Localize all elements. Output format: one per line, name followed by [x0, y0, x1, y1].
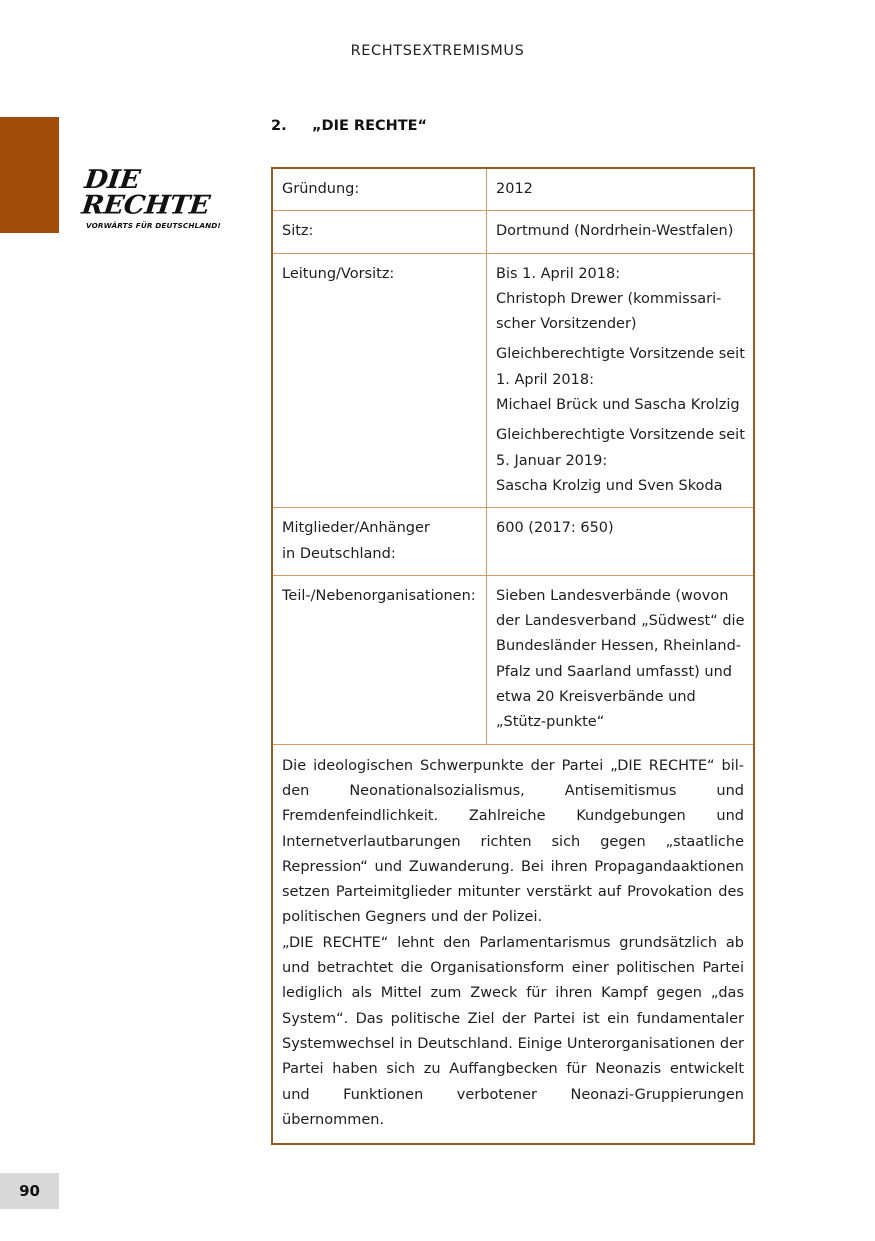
logo-tagline: VORWÄRTS FÜR DEUTSCHLAND! [86, 221, 221, 230]
table-row-description [272, 744, 754, 1144]
value-text: Sieben Landesverbände (wovon der Landesverband „Südwest“ die Bundesländer Hessen, Rheinland-Pfalz und Saarland umfasst) und etwa 20 Kreisverbände und „Stütz-punkte“ [496, 587, 745, 731]
chapter-color-tab [0, 117, 59, 233]
row-label [272, 508, 487, 576]
page-number: 90 [0, 1173, 59, 1209]
row-label: Gründung: [272, 168, 487, 211]
row-value [487, 508, 755, 576]
party-logo [80, 165, 251, 230]
label-line: Mitglieder/Anhänger [282, 520, 430, 537]
description-cell [272, 744, 754, 1144]
row-value [487, 575, 755, 744]
description-paragraph: „DIE RECHTE“ lehnt den Parlamentarismus grundsätzlich ab und betrachtet die Organisationsform einer politischen Partei lediglich als Mittel zum Zweck für ihren Kampf gegen „das System“. Das politische Ziel der Partei ist ein fundamentaler Systemwechsel in Deutschland. Einige Unterorganisationen der Partei haben sich zu Auffangbecken für Neonazis entwickelt und Funktionen verbotener Neonazi-Gruppierungen übernommen. [282, 934, 744, 1128]
row-value [487, 211, 755, 253]
row-label: Sitz: [272, 211, 487, 253]
value-line: Christoph Drewer (kommissari- [496, 290, 722, 307]
label-line: in Deutschland: [282, 545, 396, 562]
table-row-members [272, 508, 754, 576]
value-line: Gleichberechtigte Vorsitzende seit [496, 346, 745, 363]
table-row-founding [272, 168, 754, 211]
table-row-suborganizations [272, 575, 754, 744]
row-label: Leitung/Vorsitz: [272, 253, 487, 508]
section-number: 2. [271, 118, 287, 134]
value-line: Michael Brück und Sascha Krolzig [496, 397, 740, 414]
row-value [487, 168, 755, 211]
table-row-leadership [272, 253, 754, 508]
leadership-paragraph [496, 423, 745, 499]
description-paragraph: Die ideologischen Schwerpunkte der Partei „DIE RECHTE“ bilden Neonationalsozialismus, Antisemitismus und Fremdenfeindlichkeit. Zahlreiche Kundgebungen und Internetverlautbarungen richten sich gegen „staatliche Repression“ und Zuwanderung. Bei ihren Propagandaaktionen setzen Parteimitglieder mitunter verstärkt auf Provokation des politischen Gegners und der Polizei. [282, 757, 744, 926]
leadership-paragraph [496, 262, 745, 338]
leadership-paragraph [496, 342, 745, 418]
value-line: Gleichberechtigte Vorsitzende seit [496, 427, 745, 444]
value-line: 1. April 2018: [496, 371, 594, 388]
value-line: Dortmund (Nordrhein-Westfalen) [496, 223, 734, 240]
running-header: RECHTSEXTREMISMUS [350, 43, 525, 59]
logo-title: DIE RECHTE [80, 165, 212, 221]
value-line: Sascha Krolzig und Sven Skoda [496, 477, 723, 494]
row-label: Teil-/Nebenorganisationen: [272, 575, 487, 744]
section-title: „DIE RECHTE“ [312, 118, 428, 134]
table-row-seat [272, 211, 754, 253]
value-line: 600 (2017: 650) [496, 520, 614, 537]
value-line: 2012 [496, 181, 533, 197]
value-line: 5. Januar 2019: [496, 452, 608, 469]
value-line: scher Vorsitzender) [496, 316, 637, 333]
value-line: Bis 1. April 2018: [496, 265, 621, 282]
row-value [487, 253, 755, 508]
facts-table [271, 167, 755, 1145]
section-heading [271, 118, 427, 134]
